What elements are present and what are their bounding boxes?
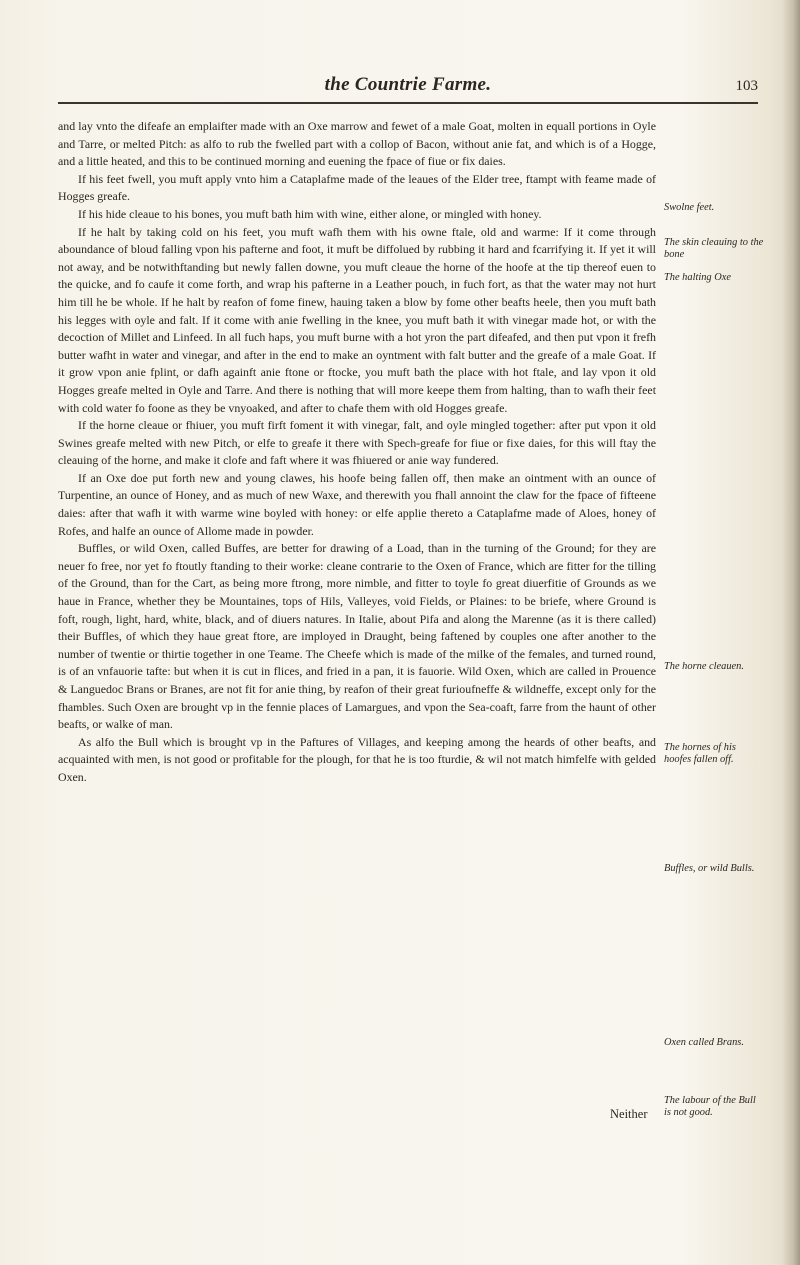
paragraph: and lay vnto the difeafe an emplaifter made with an Oxe marrow and fewet of a male Goat, molten in equall portions in Oyle and Tarre, or melted Pitch: as alfo to rub the fwelled part with a collop of Bacon, without anie fat, and which is of a Hogge, and a little heated, and this to be continued morning and euening the fpace of fiue or fix daies. <box>58 119 656 169</box>
running-head <box>58 72 758 104</box>
paragraph: If his feet fwell, you muft apply vnto him a Cataplafme made of the leaues of the Elder tree, ftampt with feame made of Hogges greafe. <box>58 171 656 204</box>
paragraph: As alfo the Bull which is brought vp in the Paftures of Villages, and keeping among the heards of other beafts, and acquainted with men, is not good or profitable for the plough, for that he is too fturdie, & wil not match himfelfe with gelded Oxen. <box>58 734 656 784</box>
paragraph: If his hide cleaue to his bones, you muft bath him with wine, either alone, or mingled with honey. <box>78 206 542 221</box>
running-title: the Countrie Farme. <box>324 74 492 95</box>
margin-note: The hornes of his hoofes fallen off. <box>664 742 736 765</box>
margin-note: Buffles, or wild Bulls. <box>664 863 755 874</box>
paragraph: Buffles, or wild Oxen, called Buffes, are better for drawing of a Load, than in the turning of the Ground; for they are neuer fo free, nor yet fo ftoutly ftanding to their worke: cleane contrarie to the Oxen of France, which are fitter for the tilling of the Ground, than for the Cart, as being more ftrong, more nimble, and fitter to toyle fo great diuerfitie of Grounds as we haue in France, whether they be Mountaines, tops of Hils, Valleyes, void Fields, or Plaines: to be briefe, where Ground is foft, rough, light, hard, white, black, and of diuers natures. In Italie, about Pifa and along the Marenne (as it is there called) their Buffles, of which they haue great ftore, are imployed in Draught, being faftened by couples one after another to the number of twentie or thirtie together in one Teame. The Cheefe which is made of the milke of the females, and turned round, is of an vnfauorie tafte: but when it is cut in flices, and fried in a pan, it is fauorie. Wild Oxen, which are called in Prouence & Languedoc Brans or Branes, are not fit for anie thing, by reafon of their great furioufneffe & wildneffe, except only for the fhambles. Such Oxen are brought vp in the fennie places of Lamargues, and vpon the Sea-coaft, farre from the haunt of other beafts, or walke of man. <box>58 541 656 732</box>
paragraph: If the horne cleaue or fhiuer, you muft firft foment it with vinegar, falt, and oyle mingled together: after put vpon it old Swines greafe melted with new Pitch, or elfe to greafe it there with Spech-greafe for fiue or fixe daies, for this will ftay the cleauing of the horne, and make it clofe and faft where it was fhiuered or anie way fundered. <box>58 418 656 468</box>
margin-note: The horne cleauen. <box>664 661 744 672</box>
catchword: Neither <box>610 1107 648 1121</box>
page-number: 103 <box>735 78 758 94</box>
margin-note: Oxen called Brans. <box>664 1037 744 1048</box>
margin-note: The labour of the Bull is not good. <box>664 1095 756 1118</box>
margin-note: The halting Oxe <box>664 272 731 283</box>
body-text <box>58 118 656 787</box>
margin-note: The skin cleauing to the bone <box>664 237 764 260</box>
paragraph: If he halt by taking cold on his feet, you muft wafh them with his owne ftale, old and warme: If it come through aboundance of bloud falling vpon his pafterne and foot, it muft be diffolued by rubbing it hard and fcarrifying it. If yet it will not away, and be notwithftanding but newly fallen downe, you muft cleaue the horne of the hoofe at the tip thereof euen to the quicke, and fo caufe it come forth, and wrap his pafterne in a Leather pouch, in fuch fort, as that the water may not hurt him till he be whole. If he halt by reafon of fome finew, hauing taken a blow by fome other beafts heele, then you muft bath his legges with oyle and falt. If it come with anie fwelling in the knee, you muft bath it with vinegar made hot, or with the decoction of Millet and Linfeed. In all fuch haps, you muft burne with a hot yron the part difeafed, and then put vpon it frefh butter wafht in water and vinegar, and after in the end to make an oyntment with falt butter and the greafe of a male Goat. If it grow vpon anie fplint, or dafh againft anie ftone or ftocke, you muft bath the place with hot ftale, and lay vpon it old Hogges greafe melted in Oyle and Tarre. And there is nothing that will more keepe them from halting, than to wafh their feet with cold water fo foone as they be vnyoaked, and after to chafe them with old Hogges greafe. <box>58 224 656 415</box>
margin-notes <box>664 0 764 1265</box>
page-gutter-shadow <box>782 0 800 1265</box>
margin-note: Swolne feet. <box>664 202 715 213</box>
paragraph: If an Oxe doe put forth new and young clawes, his hoofe being fallen off, then make an ointment with an ounce of Turpentine, an ounce of Honey, and as much of new Waxe, and therewith you fhall annoint the claw for the fpace of fifteene daies: after that wafh it with warme wine boyled with honey: or elfe applie thereto a Cataplafme made of Aloes, honey of Rofes, and halfe an ounce of Allome made in powder. <box>58 470 656 538</box>
